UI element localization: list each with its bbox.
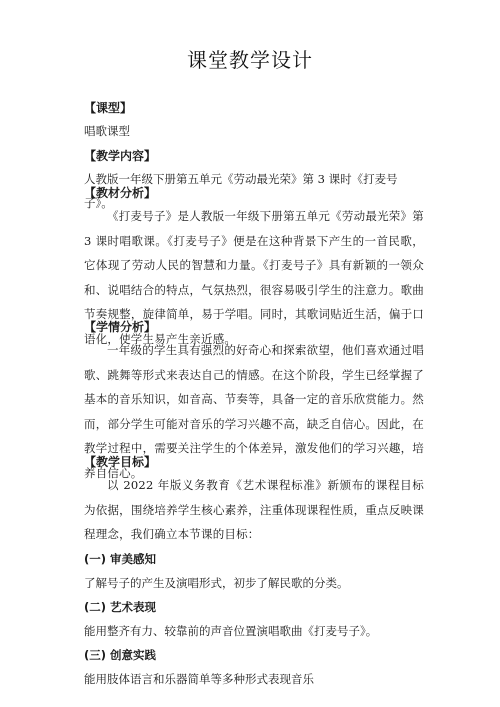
page-title: 课堂教学设计 <box>187 48 313 72</box>
section-teaching-goals <box>84 451 424 691</box>
section-heading: 【教学内容】 <box>84 149 157 163</box>
section-heading: 【课型】 <box>84 101 133 115</box>
goal-subheading: (三) 创意实践 <box>84 647 157 662</box>
section-heading: 【教学目标】 <box>84 455 157 469</box>
goal-text: 能用整齐有力、较靠前的声音位置演唱歌曲《打麦号子》。 <box>84 623 378 638</box>
section-heading: 【教材分析】 <box>84 186 157 200</box>
section-paragraph: 以 2022 年版义务教育《艺术课程标准》新颁布的课程目标为依据，围绕培养学生核心素养，注重体现课程性质，重点反映课程理念，我们确立本节课的目标： <box>84 478 424 541</box>
section-lesson-type <box>84 97 424 143</box>
goal-text: 能用肢体语言和乐器简单等多种形式表现音乐 <box>84 671 314 686</box>
goal-subheading: (二) 艺术表现 <box>84 599 157 614</box>
section-text: 人教版一年级下册第五单元《劳动最光荣》第 3 课时《打麦号子》。 <box>84 172 398 210</box>
section-heading: 【学情分析】 <box>84 320 157 334</box>
section-text: 唱歌课型 <box>84 124 130 138</box>
goal-subheading: (一) 审美感知 <box>84 551 157 566</box>
section-paragraph: 一年级的学生具有强烈的好奇心和探索欲望，他们喜欢通过唱歌、跳舞等形式来表达自己的情感。在这个阶段，学生已经掌握了基本的音乐知识，如音高、节奏等，具备一定的音乐欣赏能力。然而，部分学生可能对音乐的学习兴趣不高，缺乏自信心。因此，在教学过程中，需要关注学生的个体差异，激发他们的学习兴趣，培养自信心。 <box>84 343 424 480</box>
section-paragraph: 《打麦号子》是人教版一年级下册第五单元《劳动最光荣》第 3 课时唱歌课。《打麦号子》便是在这种背景下产生的一首民歌，它体现了劳动人民的智慧和力量。《打麦号子》具有新颖的一领众和、说唱结合的特点，气氛热烈，很容易吸引学生的注意力。歌曲节奏规整，旋律简单，易于学唱。同时，其歌词贴近生活，偏于口语化，使学生易产生亲近感。 <box>84 209 424 346</box>
goal-text: 了解号子的产生及演唱形式，初步了解民歌的分类。 <box>84 575 349 590</box>
